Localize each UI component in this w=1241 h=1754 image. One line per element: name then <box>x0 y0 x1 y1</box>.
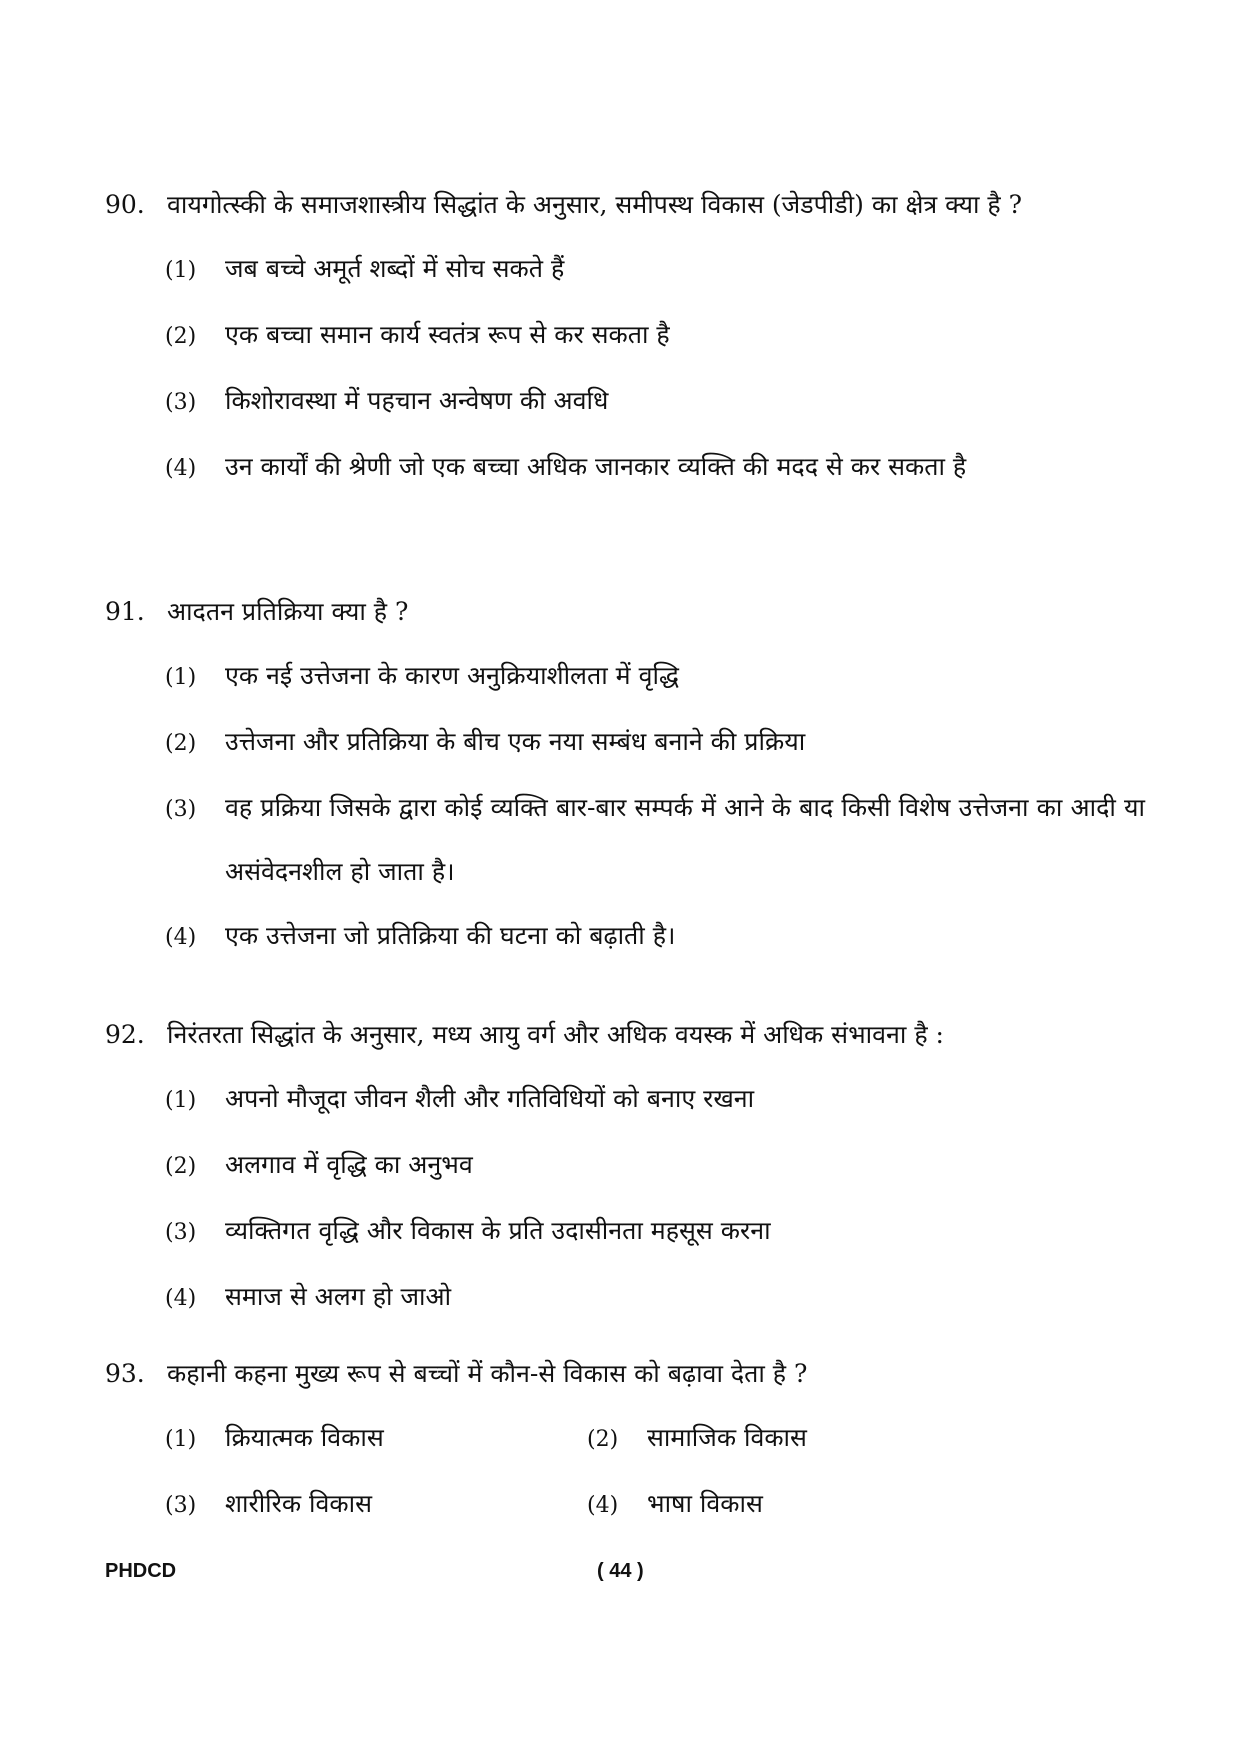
option-text: समाज से अलग हो जाओ <box>225 1282 452 1311</box>
option-text: भाषा विकास <box>647 1489 763 1518</box>
option <box>165 644 1145 710</box>
option <box>587 1472 1009 1538</box>
option-number: (1) <box>165 1088 197 1113</box>
option-number: (4) <box>165 925 197 950</box>
option-number: (2) <box>165 1154 197 1179</box>
option <box>165 1199 1145 1265</box>
option-text: जब बच्चे अमूर्त शब्दों में सोच सकते हैं <box>225 254 565 283</box>
option-text: शारीरिक विकास <box>225 1489 372 1518</box>
question-text: वायगोत्स्की के समाजशास्त्रीय सिद्धांत के अनुसार, समीपस्थ विकास (जेडपीडी) का क्षेत्र क्या है ? <box>167 190 1023 219</box>
option-number: (1) <box>165 1427 197 1452</box>
option-text: क्रियात्मक विकास <box>225 1423 384 1452</box>
question-text: निरंतरता सिद्धांत के अनुसार, मध्य आयु वर्ग और अधिक वयस्क में अधिक संभावना है : <box>167 1020 944 1049</box>
option-number: (2) <box>165 324 197 349</box>
option-text: एक उत्तेजना जो प्रतिक्रिया की घटना को बढ़ाती है। <box>225 921 676 950</box>
option <box>165 435 1145 501</box>
option-text: उत्तेजना और प्रतिक्रिया के बीच एक नया सम्बंध बनाने की प्रक्रिया <box>225 727 806 756</box>
option-number: (4) <box>165 1286 197 1311</box>
option-text: एक नई उत्तेजना के कारण अनुक्रियाशीलता में वृद्धि <box>225 661 679 690</box>
option-number: (3) <box>165 797 197 822</box>
option <box>165 1133 1145 1199</box>
option-text: अलगाव में वृद्धि का अनुभव <box>225 1150 473 1179</box>
question-92 <box>105 1003 1145 1331</box>
option-number: (3) <box>165 390 197 415</box>
option-text: अपनो मौजूदा जीवन शैली और गतिविधियों को बनाए रखना <box>225 1084 755 1113</box>
question-text: कहानी कहना मुख्य रूप से बच्चों में कौन-से विकास को बढ़ावा देता है ? <box>167 1359 808 1388</box>
option <box>165 1265 1145 1331</box>
option <box>165 1406 587 1472</box>
option-number: (4) <box>165 456 197 481</box>
option-text: सामाजिक विकास <box>647 1423 807 1452</box>
footer-code: PHDCD <box>105 1560 177 1582</box>
question-number: 91. <box>105 597 145 626</box>
option-text: किशोरावस्था में पहचान अन्वेषण की अवधि <box>225 386 609 415</box>
option-text: व्यक्तिगत वृद्धि और विकास के प्रति उदासीनता महसूस करना <box>225 1216 771 1245</box>
option <box>165 303 1145 369</box>
option-number: (1) <box>165 258 197 283</box>
option <box>587 1406 1009 1472</box>
question-90 <box>105 173 1145 501</box>
option-number: (4) <box>587 1493 619 1518</box>
option-number: (2) <box>165 731 197 756</box>
option-row <box>165 1406 1145 1472</box>
option-number: (3) <box>165 1493 197 1518</box>
question-93 <box>105 1342 1145 1538</box>
option-number: (1) <box>165 665 197 690</box>
question-number: 93. <box>105 1359 145 1388</box>
option <box>165 1067 1145 1133</box>
option <box>165 776 1145 904</box>
question-number: 92. <box>105 1020 145 1049</box>
question-91 <box>105 580 1145 970</box>
option <box>165 237 1145 303</box>
option <box>165 710 1145 776</box>
option <box>165 1472 587 1538</box>
option-text: वह प्रक्रिया जिसके द्वारा कोई व्यक्ति बार-बार सम्पर्क में आने के बाद किसी विशेष उत्तेजना का आदी या असंवेदनशील हो जाता है। <box>225 793 1145 886</box>
option <box>165 904 1145 970</box>
question-number: 90. <box>105 190 145 219</box>
question-text: आदतन प्रतिक्रिया क्या है ? <box>167 597 409 626</box>
option <box>165 369 1145 435</box>
option-number: (2) <box>587 1427 619 1452</box>
option-text: एक बच्चा समान कार्य स्वतंत्र रूप से कर सकता है <box>225 320 670 349</box>
option-text: उन कार्यों की श्रेणी जो एक बच्चा अधिक जानकार व्यक्ति की मदद से कर सकता है <box>225 452 967 481</box>
page-number: ( 44 ) <box>597 1560 644 1582</box>
option-row <box>165 1472 1145 1538</box>
option-number: (3) <box>165 1220 197 1245</box>
